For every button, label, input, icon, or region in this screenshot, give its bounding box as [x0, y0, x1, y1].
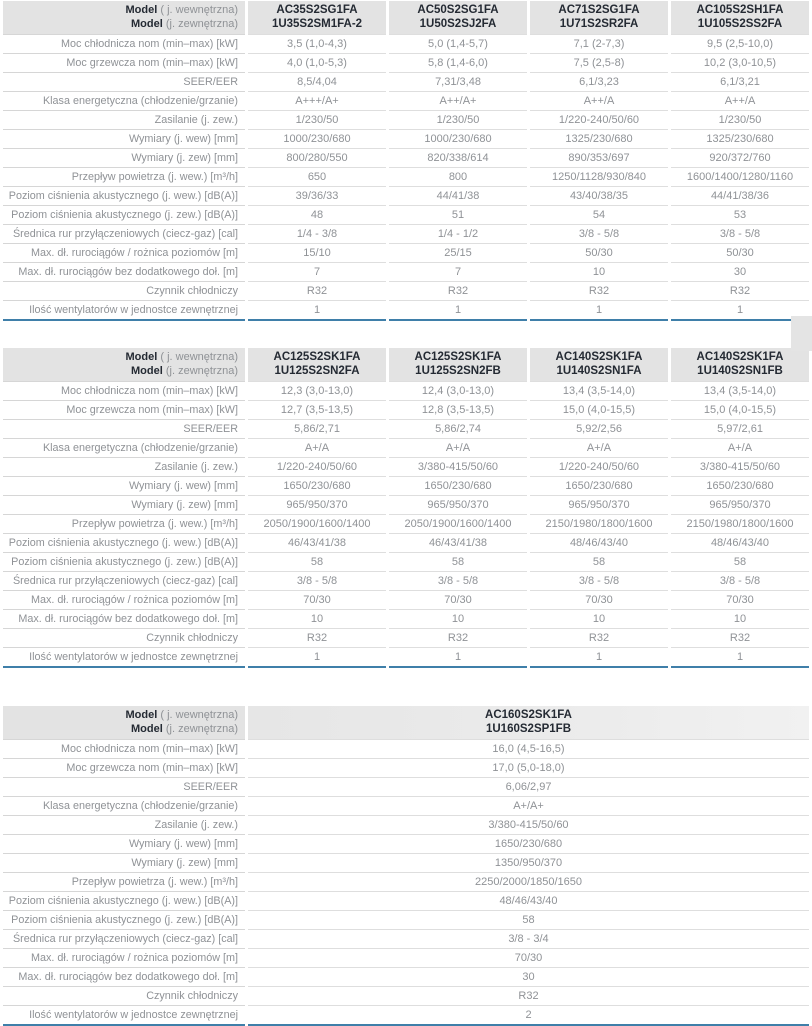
value-cell: 70/30 [389, 590, 527, 609]
value-cell: 965/950/370 [671, 495, 809, 514]
value-cell: 1/220-240/50/60 [530, 457, 668, 476]
value-cell: 50/30 [530, 243, 668, 262]
model-name-outdoor: 1U35S2SM1FA-2 [271, 18, 363, 30]
model-name-indoor: AC140S2SK1FA [555, 351, 643, 363]
value-cell: 1 [530, 300, 668, 321]
model-label-suffix: (j. zewnętrzna) [165, 18, 238, 30]
value-cell: 7 [248, 262, 386, 281]
model-name-cell [671, 348, 809, 381]
value-cell: 965/950/370 [530, 495, 668, 514]
row-label: Zasilanie (j. zew.) [3, 110, 245, 129]
table-row [3, 91, 809, 110]
value-cell: 12,7 (3,5-13,5) [248, 400, 386, 419]
table-row [3, 110, 809, 129]
value-cell: R32 [671, 628, 809, 647]
model-label-suffix: ( j. wewnętrzna) [160, 351, 238, 363]
value-cell: 1 [671, 647, 809, 668]
model-name-outdoor: 1U105S2SS2FA [697, 18, 783, 30]
table-row [3, 571, 809, 590]
value-cell: 2050/1900/1600/1400 [248, 514, 386, 533]
model-name-cell [389, 1, 527, 34]
value-cell: 1 [671, 300, 809, 321]
value-cell: 44/41/38/36 [671, 186, 809, 205]
table-row [3, 72, 809, 91]
row-label: Poziom ciśnienia akustycznego (j. zew.) [dB(A)] [3, 910, 245, 929]
value-cell: A+/A [530, 438, 668, 457]
value-cell: 58 [248, 910, 809, 929]
row-label: Moc chłodnicza nom (min–max) [kW] [3, 739, 245, 758]
value-cell: 1/230/50 [671, 110, 809, 129]
value-cell: 30 [671, 262, 809, 281]
model-label-line [3, 350, 238, 364]
model-label-line [3, 708, 238, 722]
value-cell: 10 [530, 609, 668, 628]
row-label: Czynnik chłodniczy [3, 986, 245, 1005]
model-name-cell [530, 1, 668, 34]
row-label: Wymiary (j. wew) [mm] [3, 129, 245, 148]
row-label: Moc grzewcza nom (min–max) [kW] [3, 53, 245, 72]
table-row [3, 1005, 809, 1026]
value-cell: 43/40/38/35 [530, 186, 668, 205]
model-name-indoor: AC35S2SG1FA [276, 4, 358, 16]
model-row-label [3, 1, 245, 34]
row-label: Moc grzewcza nom (min–max) [kW] [3, 758, 245, 777]
model-name-outdoor: 1U50S2SJ2FA [419, 18, 497, 30]
value-cell: R32 [248, 986, 809, 1005]
value-cell: 3/8 - 5/8 [671, 571, 809, 590]
value-cell: R32 [389, 628, 527, 647]
spec-table-section-2 [0, 348, 812, 668]
table-row [3, 300, 809, 321]
value-cell: 6,06/2,97 [248, 777, 809, 796]
value-cell: 6,1/3,23 [530, 72, 668, 91]
value-cell: 48/46/43/40 [530, 533, 668, 552]
table-row [3, 872, 809, 891]
table-row [3, 53, 809, 72]
row-label: Max. dł. rurociągów / rożnica poziomów [m] [3, 590, 245, 609]
model-row-label [3, 348, 245, 381]
model-name-outdoor: 1U125S2SN2FB [415, 365, 501, 377]
value-cell: 650 [248, 167, 386, 186]
model-name-cell [671, 1, 809, 34]
value-cell: 3/380-415/50/60 [389, 457, 527, 476]
row-label: Moc grzewcza nom (min–max) [kW] [3, 400, 245, 419]
table-row [3, 758, 809, 777]
model-name-indoor: AC140S2SK1FA [696, 351, 784, 363]
value-cell: 3/380-415/50/60 [671, 457, 809, 476]
value-cell: 13,4 (3,5-14,0) [671, 381, 809, 400]
value-cell: 5,8 (1,4-6,0) [389, 53, 527, 72]
model-name-cell [248, 1, 386, 34]
table-row [3, 262, 809, 281]
value-cell: 39/36/33 [248, 186, 386, 205]
value-cell: 1/230/50 [248, 110, 386, 129]
model-name-cell [530, 348, 668, 381]
value-cell: 3/8 - 5/8 [530, 571, 668, 590]
value-cell: 7,1 (2-7,3) [530, 34, 668, 53]
value-cell: 6,1/3,21 [671, 72, 809, 91]
value-cell: 48/46/43/40 [248, 891, 809, 910]
value-cell: 1000/230/680 [248, 129, 386, 148]
value-cell: 2150/1980/1800/1600 [530, 514, 668, 533]
value-cell: 1600/1400/1280/1160 [671, 167, 809, 186]
table-row [3, 628, 809, 647]
value-cell: R32 [248, 628, 386, 647]
value-cell: 2 [248, 1005, 809, 1026]
value-cell: 1/220-240/50/60 [530, 110, 668, 129]
value-cell: 1000/230/680 [389, 129, 527, 148]
value-cell: 1650/230/680 [671, 476, 809, 495]
model-name-cell [389, 348, 527, 381]
row-label: Klasa energetyczna (chłodzenie/grzanie) [3, 91, 245, 110]
value-cell: 890/353/697 [530, 148, 668, 167]
value-cell: 1/220-240/50/60 [248, 457, 386, 476]
table-row [3, 853, 809, 872]
row-label: Zasilanie (j. zew.) [3, 457, 245, 476]
value-cell: A++/A [530, 91, 668, 110]
table-row [3, 205, 809, 224]
value-cell: 3/8 - 5/8 [530, 224, 668, 243]
row-label: Klasa energetyczna (chłodzenie/grzanie) [3, 796, 245, 815]
value-cell: 1250/1128/930/840 [530, 167, 668, 186]
value-cell: 5,86/2,74 [389, 419, 527, 438]
table-row [3, 281, 809, 300]
value-cell: 70/30 [530, 590, 668, 609]
value-cell: 15,0 (4,0-15,5) [530, 400, 668, 419]
value-cell: A+/A [671, 438, 809, 457]
value-cell: 30 [248, 967, 809, 986]
value-cell: 5,86/2,71 [248, 419, 386, 438]
table-row [3, 834, 809, 853]
value-cell: 4,0 (1,0-5,3) [248, 53, 386, 72]
value-cell: A+/A [389, 438, 527, 457]
value-cell: 1325/230/680 [671, 129, 809, 148]
value-cell: 17,0 (5,0-18,0) [248, 758, 809, 777]
model-label-bold: Model [125, 4, 158, 16]
value-cell: 46/43/41/38 [248, 533, 386, 552]
value-cell: 2150/1980/1800/1600 [671, 514, 809, 533]
value-cell: 12,8 (3,5-13,5) [389, 400, 527, 419]
row-label: Moc chłodnicza nom (min–max) [kW] [3, 34, 245, 53]
value-cell: 920/372/760 [671, 148, 809, 167]
value-cell: 5,92/2,56 [530, 419, 668, 438]
table-row [3, 148, 809, 167]
table-row [3, 495, 809, 514]
value-cell: 9,5 (2,5-10,0) [671, 34, 809, 53]
model-header-row [3, 1, 809, 34]
value-cell: 1650/230/680 [530, 476, 668, 495]
row-label: SEER/EER [3, 777, 245, 796]
model-name-indoor: AC50S2SG1FA [417, 4, 499, 16]
value-cell: 10 [530, 262, 668, 281]
value-cell: R32 [671, 281, 809, 300]
model-label-line [3, 722, 238, 736]
value-cell: 800/280/550 [248, 148, 386, 167]
table-row [3, 129, 809, 148]
model-name-indoor: AC160S2SK1FA [485, 709, 572, 721]
value-cell: 3/8 - 3/4 [248, 929, 809, 948]
value-cell: 50/30 [671, 243, 809, 262]
row-label: Średnica rur przyłączeniowych (ciecz-gaz) [cal] [3, 929, 245, 948]
value-cell: R32 [530, 281, 668, 300]
table-row [3, 815, 809, 834]
row-label: Klasa energetyczna (chłodzenie/grzanie) [3, 438, 245, 457]
value-cell: 70/30 [671, 590, 809, 609]
model-name-indoor: AC125S2SK1FA [414, 351, 502, 363]
table-row [3, 777, 809, 796]
row-label: Max. dł. rurociągów / rożnica poziomów [m] [3, 243, 245, 262]
value-cell: 48/46/43/40 [671, 533, 809, 552]
model-name-outdoor: 1U140S2SN1FB [697, 365, 783, 377]
model-name-indoor: AC105S2SH1FA [696, 4, 784, 16]
value-cell: 1650/230/680 [248, 476, 386, 495]
table-row [3, 609, 809, 628]
table-row [3, 590, 809, 609]
value-cell: 1/4 - 1/2 [389, 224, 527, 243]
value-cell: 15,0 (4,0-15,5) [671, 400, 809, 419]
model-label-bold: Model [125, 351, 158, 363]
model-label-suffix: ( j. wewnętrzna) [160, 709, 238, 721]
table-row [3, 891, 809, 910]
row-label: Wymiary (j. zew) [mm] [3, 495, 245, 514]
table-row [3, 419, 809, 438]
table-row [3, 929, 809, 948]
row-label: Przepływ powietrza (j. wew.) [m³/h] [3, 872, 245, 891]
value-cell: 1 [389, 647, 527, 668]
row-label: Max. dł. rurociągów bez dodatkowego doł. [m] [3, 967, 245, 986]
table-row [3, 476, 809, 495]
value-cell: 12,3 (3,0-13,0) [248, 381, 386, 400]
value-cell: 25/15 [389, 243, 527, 262]
model-row-label [3, 706, 245, 739]
spec-table-section-3 [0, 706, 812, 1026]
row-label: Poziom ciśnienia akustycznego (j. zew.) [dB(A)] [3, 205, 245, 224]
value-cell: 1650/230/680 [248, 834, 809, 853]
value-cell: 3/380-415/50/60 [248, 815, 809, 834]
value-cell: 5,0 (1,4-5,7) [389, 34, 527, 53]
row-label: Czynnik chłodniczy [3, 628, 245, 647]
table-row [3, 647, 809, 668]
model-name-outdoor: 1U160S2SP1FB [485, 723, 572, 735]
value-cell: 7 [389, 262, 527, 281]
value-cell: 965/950/370 [248, 495, 386, 514]
table-row [3, 552, 809, 571]
model-name-cell [248, 706, 809, 739]
row-label: Przepływ powietrza (j. wew.) [m³/h] [3, 167, 245, 186]
value-cell: 58 [671, 552, 809, 571]
value-cell: 51 [389, 205, 527, 224]
model-label-bold: Model [131, 723, 163, 735]
spec-table-1 [0, 1, 812, 321]
table-row [3, 948, 809, 967]
spec-table-section-1 [0, 1, 812, 321]
value-cell: 1/230/50 [389, 110, 527, 129]
model-label-suffix: (j. zewnętrzna) [165, 723, 238, 735]
value-cell: 1325/230/680 [530, 129, 668, 148]
model-label-suffix: ( j. wewnętrzna) [160, 4, 238, 16]
value-cell: 48 [248, 205, 386, 224]
table-row [3, 457, 809, 476]
row-label: Wymiary (j. wew) [mm] [3, 834, 245, 853]
value-cell: A+++/A+ [248, 91, 386, 110]
value-cell: 70/30 [248, 590, 386, 609]
value-cell: 820/338/614 [389, 148, 527, 167]
table-row [3, 34, 809, 53]
value-cell: 54 [530, 205, 668, 224]
spec-table-2 [0, 348, 812, 668]
row-label: SEER/EER [3, 419, 245, 438]
spec-table-3 [0, 706, 812, 1026]
spec-tables-container [0, 1, 812, 1026]
value-cell: 7,31/3,48 [389, 72, 527, 91]
value-cell: 13,4 (3,5-14,0) [530, 381, 668, 400]
value-cell: A++/A+ [389, 91, 527, 110]
row-label: Zasilanie (j. zew.) [3, 815, 245, 834]
table-row [3, 514, 809, 533]
value-cell: 58 [530, 552, 668, 571]
table-row [3, 186, 809, 205]
table-row [3, 986, 809, 1005]
row-label: Czynnik chłodniczy [3, 281, 245, 300]
row-label: Ilość wentylatorów w jednostce zewnętrznej [3, 1005, 245, 1026]
model-header-row [3, 348, 809, 381]
row-label: Przepływ powietrza (j. wew.) [m³/h] [3, 514, 245, 533]
row-label: Moc chłodnicza nom (min–max) [kW] [3, 381, 245, 400]
value-cell: 3/8 - 5/8 [671, 224, 809, 243]
value-cell: 44/41/38 [389, 186, 527, 205]
table-row [3, 438, 809, 457]
value-cell: R32 [248, 281, 386, 300]
row-label: Max. dł. rurociągów / rożnica poziomów [m] [3, 948, 245, 967]
value-cell: 3,5 (1,0-4,3) [248, 34, 386, 53]
model-name-outdoor: 1U140S2SN1FA [556, 365, 642, 377]
value-cell: 58 [248, 552, 386, 571]
value-cell: 965/950/370 [389, 495, 527, 514]
value-cell: 1 [248, 300, 386, 321]
model-label-line [3, 3, 238, 17]
value-cell: 1 [530, 647, 668, 668]
row-label: Poziom ciśnienia akustycznego (j. wew.) [dB(A)] [3, 186, 245, 205]
table-row [3, 739, 809, 758]
value-cell: 3/8 - 5/8 [389, 571, 527, 590]
model-header-row [3, 706, 809, 739]
model-label-bold: Model [131, 365, 163, 377]
model-name-indoor: AC125S2SK1FA [273, 351, 361, 363]
row-label: Poziom ciśnienia akustycznego (j. wew.) [dB(A)] [3, 533, 245, 552]
table-row [3, 243, 809, 262]
model-label-line [3, 17, 238, 31]
value-cell: 2250/2000/1850/1650 [248, 872, 809, 891]
table-row [3, 967, 809, 986]
value-cell: A++/A [671, 91, 809, 110]
row-label: Ilość wentylatorów w jednostce zewnętrznej [3, 300, 245, 321]
table-row [3, 796, 809, 815]
value-cell: 10 [671, 609, 809, 628]
row-label: Max. dł. rurociągów bez dodatkowego doł. [m] [3, 262, 245, 281]
value-cell: 1 [389, 300, 527, 321]
value-cell: 15/10 [248, 243, 386, 262]
value-cell: 800 [389, 167, 527, 186]
table-row [3, 910, 809, 929]
row-label: Wymiary (j. zew) [mm] [3, 853, 245, 872]
value-cell: 10 [389, 609, 527, 628]
value-cell: 8,5/4,04 [248, 72, 386, 91]
value-cell: 70/30 [248, 948, 809, 967]
model-name-outdoor: 1U71S2SR2FA [559, 18, 639, 30]
table-row [3, 167, 809, 186]
value-cell: 53 [671, 205, 809, 224]
value-cell: 10,2 (3,0-10,5) [671, 53, 809, 72]
value-cell: 2050/1900/1600/1400 [389, 514, 527, 533]
row-label: Ilość wentylatorów w jednostce zewnętrznej [3, 647, 245, 668]
value-cell: R32 [389, 281, 527, 300]
value-cell: A+/A+ [248, 796, 809, 815]
value-cell: 1350/950/370 [248, 853, 809, 872]
row-label: SEER/EER [3, 72, 245, 91]
model-label-line [3, 364, 238, 378]
table-row [3, 224, 809, 243]
value-cell: 1/4 - 3/8 [248, 224, 386, 243]
value-cell: 16,0 (4,5-16,5) [248, 739, 809, 758]
row-label: Wymiary (j. wew) [mm] [3, 476, 245, 495]
value-cell: 5,97/2,61 [671, 419, 809, 438]
value-cell: 1 [248, 647, 386, 668]
value-cell: 7,5 (2,5-8) [530, 53, 668, 72]
value-cell: 58 [389, 552, 527, 571]
scrollbar-thumb[interactable] [791, 316, 812, 351]
table-row [3, 381, 809, 400]
value-cell: 10 [248, 609, 386, 628]
row-label: Wymiary (j. zew) [mm] [3, 148, 245, 167]
model-name-outdoor: 1U125S2SN2FA [274, 365, 360, 377]
row-label: Średnica rur przyłączeniowych (ciecz-gaz) [cal] [3, 571, 245, 590]
table-row [3, 400, 809, 419]
table-row [3, 533, 809, 552]
value-cell: R32 [530, 628, 668, 647]
row-label: Max. dł. rurociągów bez dodatkowego doł. [m] [3, 609, 245, 628]
value-cell: A+/A [248, 438, 386, 457]
model-label-bold: Model [131, 18, 163, 30]
model-name-indoor: AC71S2SG1FA [558, 4, 640, 16]
value-cell: 1650/230/680 [389, 476, 527, 495]
model-label-bold: Model [125, 709, 158, 721]
value-cell: 12,4 (3,0-13,0) [389, 381, 527, 400]
value-cell: 46/43/41/38 [389, 533, 527, 552]
row-label: Średnica rur przyłączeniowych (ciecz-gaz) [cal] [3, 224, 245, 243]
model-name-cell [248, 348, 386, 381]
row-label: Poziom ciśnienia akustycznego (j. wew.) [dB(A)] [3, 891, 245, 910]
row-label: Poziom ciśnienia akustycznego (j. zew.) [dB(A)] [3, 552, 245, 571]
model-label-suffix: (j. zewnętrzna) [165, 365, 238, 377]
value-cell: 3/8 - 5/8 [248, 571, 386, 590]
